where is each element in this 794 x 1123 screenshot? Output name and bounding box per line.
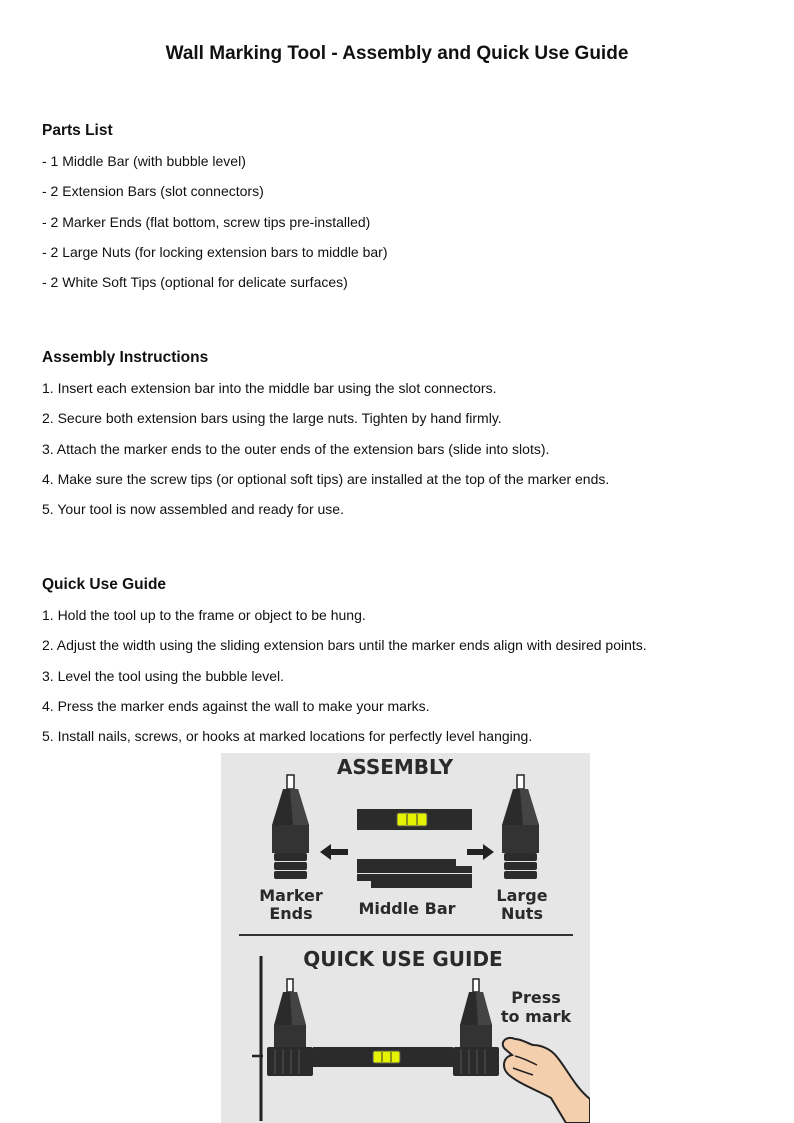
list-item: 1. Insert each extension bar into the middle bar using the slot connectors.: [42, 380, 497, 396]
list-item: 3. Attach the marker ends to the outer ends of the extension bars (slide into slots).: [42, 440, 550, 457]
list-item: - 2 Marker Ends (flat bottom, screw tips pre-installed): [42, 213, 371, 230]
marker-ends-label-line2: Ends: [269, 904, 313, 923]
quick-use-steps: [42, 607, 762, 758]
quick-use-heading: Quick Use Guide: [42, 576, 167, 593]
assembled-marker-right-icon: [453, 979, 499, 1076]
quick-use-section: [42, 576, 762, 758]
parts-list-heading: Parts List: [42, 122, 113, 139]
list-item: 5. Your tool is now assembled and ready for use.: [42, 501, 344, 518]
hand-icon: [503, 1038, 590, 1123]
press-label-line2: to mark: [500, 1007, 572, 1026]
assembly-steps: [42, 380, 762, 531]
list-item: 1. Hold the tool up to the frame or object to be hung.: [42, 607, 366, 623]
quick-use-figure-title: QUICK USE GUIDE: [303, 947, 503, 971]
large-nuts-label-line2: Nuts: [501, 904, 543, 923]
list-item: 3. Level the tool using the bubble level.: [42, 667, 285, 684]
list-item: - 1 Middle Bar (with bubble level): [42, 153, 246, 169]
list-item: 4. Make sure the screw tips (or optional soft tips) are installed at the top of the marker ends.: [42, 470, 610, 487]
press-label-line1: Press: [511, 988, 561, 1007]
marker-end-icon: [272, 775, 309, 879]
list-item: 2. Secure both extension bars using the large nuts. Tighten by hand firmly.: [42, 410, 502, 427]
parts-list: [42, 153, 762, 304]
arrow-right-icon: [467, 844, 494, 860]
assembly-figure-title: ASSEMBLY: [336, 755, 454, 779]
arrow-left-icon: [320, 844, 348, 860]
illustration-svg: [221, 753, 590, 1123]
middle-bar-label: Middle Bar: [358, 899, 456, 918]
assembly-instructions-section: [42, 349, 762, 531]
list-item: 2. Adjust the width using the sliding extension bars until the marker ends align with desired points.: [42, 637, 647, 654]
list-item: - 2 Extension Bars (slot connectors): [42, 183, 264, 200]
assembly-instructions-heading: Assembly Instructions: [42, 349, 209, 366]
list-item: 4. Press the marker ends against the wall to make your marks.: [42, 697, 430, 714]
assembled-marker-left-icon: [267, 979, 313, 1076]
assembled-bar-icon: [313, 1047, 453, 1067]
extension-bars-icon: [357, 859, 472, 888]
list-item: - 2 White Soft Tips (optional for delicate surfaces): [42, 274, 348, 291]
list-item: 5. Install nails, screws, or hooks at marked locations for perfectly level hanging.: [42, 728, 533, 745]
large-nut-icon: [502, 775, 539, 879]
parts-list-section: [42, 122, 762, 304]
illustration-figure: [221, 753, 590, 1123]
middle-bar-icon: [357, 809, 472, 830]
marker-ends-label-line1: Marker: [259, 886, 323, 905]
large-nuts-label-line1: Large: [496, 886, 548, 905]
list-item: - 2 Large Nuts (for locking extension bars to middle bar): [42, 243, 388, 260]
page-title: Wall Marking Tool - Assembly and Quick Use Guide: [165, 43, 629, 64]
